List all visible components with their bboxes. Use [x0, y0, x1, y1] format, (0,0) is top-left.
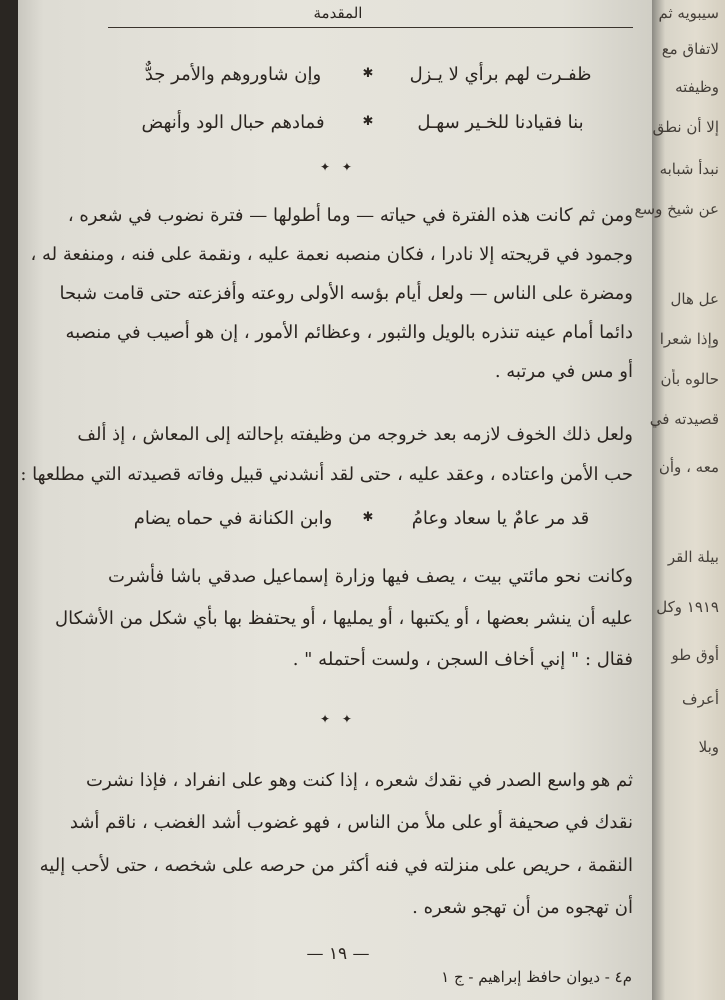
signature-footer: م٤ - ديوان حافظ إبراهيم - ج ١ — [441, 968, 632, 986]
ornament-separator: ✦ ✦ — [320, 712, 356, 726]
adjacent-page-text: قصيدته في — [649, 410, 719, 428]
adjacent-page-edge — [634, 0, 725, 1000]
paragraph-line: ثم هو واسع الصدر في نقدك شعره ، إذا كنت وهو على انفراد ، فإذا نشرت — [86, 770, 633, 791]
star-separator-icon: ✱ — [362, 114, 374, 129]
adjacent-page-text: أعرف — [682, 690, 719, 708]
adjacent-page-text: معه ، وأن — [658, 458, 719, 476]
ornament-separator: ✦ ✦ — [320, 160, 356, 174]
verse-hemistich-left: وابن الكنانة في حماه يضام — [133, 508, 333, 529]
paragraph-line: ولعل ذلك الخوف لازمه بعد خروجه من وظيفته بإحالته إلى المعاش ، إذ ألف — [77, 424, 633, 445]
paragraph-line: حب الأمن واعتاده ، وعقد عليه ، حتى لقد أنشدني قبيل وفاته قصيدته التي مطلعها : — [20, 464, 633, 485]
adjacent-page-text: ١٩١٩ وكل — [656, 598, 719, 616]
verse-hemistich-right: قد مر عامٌ يا سعاد وعامُ — [411, 508, 590, 529]
verse-line — [108, 112, 633, 142]
paragraph-line: عليه أن ينشر بعضها ، أو يكتبها ، أو يمليها ، أو يحتفظ بها بأي شكل من الأشكال — [55, 608, 633, 629]
adjacent-page-text: وظيفته — [675, 78, 719, 96]
paragraph-line: أو مس في مرتبه . — [494, 361, 633, 382]
adjacent-page-text: سيبويه ثم — [658, 4, 719, 22]
paragraph-line: وجمود في قريحته إلا نادرا ، فكان منصبه نعمة عليه ، ونقمة على فنه ، ومنفعة له ، — [30, 244, 633, 265]
paragraph-line: ومن ثم كانت هذه الفترة في حياته — وما أطولها — فترة نضوب في شعره ، — [67, 205, 633, 226]
adjacent-page-text: إلا أن نطق — [652, 118, 719, 136]
paragraph-line: ومضرة على الناس — ولعل أيام بؤسه الأولى روعته وأفزعته حتى قامت شبحا — [59, 283, 633, 304]
paragraph-line: النقمة ، حريص على منزلته في فنه أكثر من حرصه على شخصه ، حتى لأحب إليه — [39, 855, 633, 876]
verse-hemistich-right: ظفـرت لهم برأي لا يـزل — [409, 64, 592, 85]
paragraph-line: وكانت نحو مائتي بيت ، يصف فيها وزارة إسماعيل صدقي باشا فأشرت — [108, 566, 633, 587]
adjacent-page-text: عن شيخ وسع — [634, 200, 719, 218]
verse-line — [108, 508, 633, 538]
adjacent-page-text: بيلة القر — [667, 548, 719, 566]
verse-hemistich-right: بنا فقيادنا للخـير سهـل — [417, 112, 584, 133]
book-page — [18, 0, 658, 1000]
star-separator-icon: ✱ — [362, 510, 374, 525]
paragraph-line: دائما أمام عينه تنذره بالويل والثبور ، وعظائم الأمور ، إن هو أصيب في منصبه — [65, 322, 633, 343]
adjacent-page-text: وبلا — [698, 738, 719, 756]
adjacent-page-text: لاتفاق مع — [661, 40, 719, 58]
running-head: المقدمة — [313, 4, 363, 22]
paragraph-line: فقال : " إني أخاف السجن ، ولست أحتمله " . — [292, 649, 633, 670]
page-number: — ١٩ — — [306, 944, 370, 964]
adjacent-page-text: حالوه بأن — [660, 370, 719, 388]
verse-hemistich-left: فمادهم حبال الود وأنهض — [141, 112, 325, 133]
adjacent-page-text: وإذا شعرا — [659, 330, 719, 348]
paragraph-line: نقدك في صحيفة أو على ملأ من الناس ، فهو غضوب أشد الغضب ، ناقم أشد — [69, 812, 633, 833]
paragraph-line: أن تهجوه من أن تهجو شعره . — [412, 897, 633, 918]
header-rule — [108, 27, 633, 28]
verse-line — [108, 64, 633, 94]
adjacent-page-text: أوق طو — [671, 646, 719, 664]
star-separator-icon: ✱ — [362, 66, 374, 81]
adjacent-page-text: عل هال — [670, 290, 719, 308]
verse-hemistich-left: وإن شاوروهم والأمر جدٌّ — [144, 64, 322, 85]
adjacent-page-text: نبدأ شبابه — [659, 160, 719, 178]
